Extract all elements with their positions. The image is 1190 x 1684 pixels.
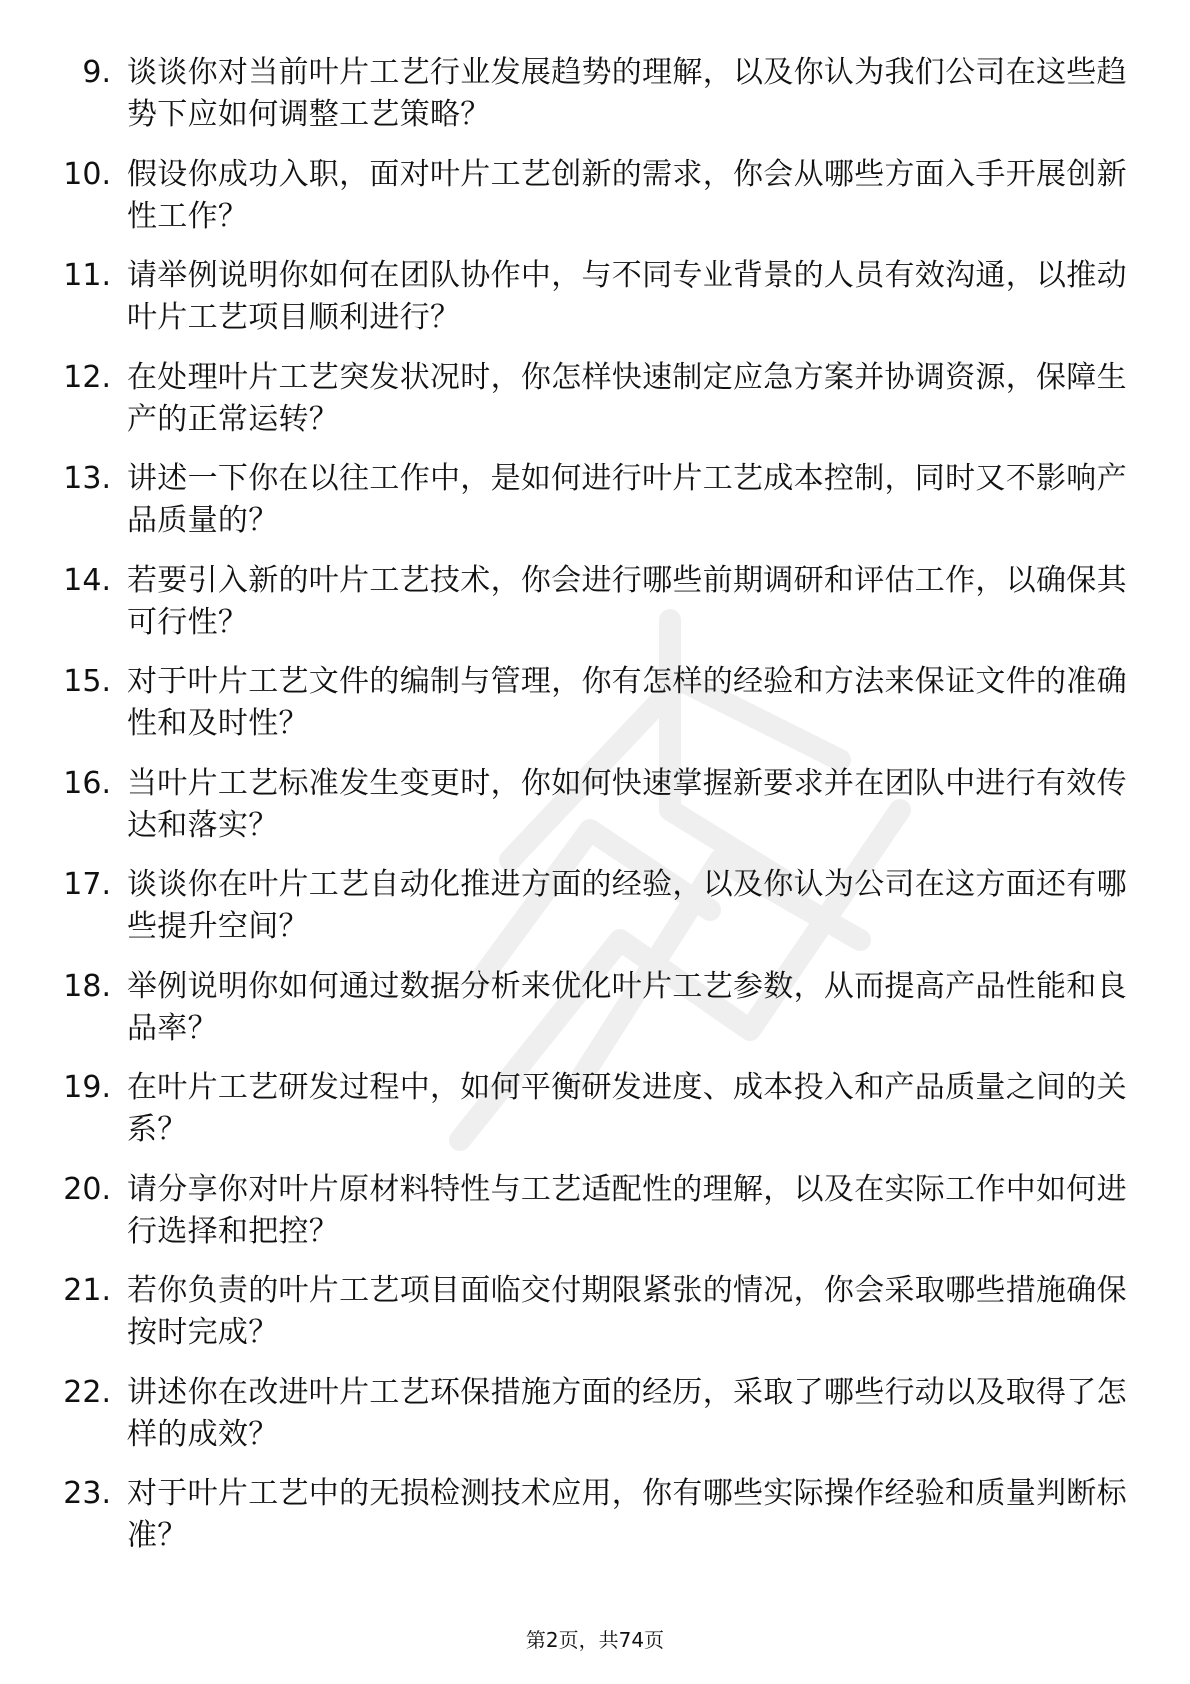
- question-text: 对于叶片工艺中的无损检测技术应用，你有哪些实际操作经验和质量判断标准？: [127, 1476, 1127, 1553]
- question-text: 在处理叶片工艺突发状况时，你怎样快速制定应急方案并协调资源，保障生产的正常运转？: [127, 359, 1127, 437]
- question-number: 17.: [63, 867, 111, 902]
- question-text: 若你负责的叶片工艺项目面临交付期限紧张的情况，你会采取哪些措施确保按时完成？: [127, 1273, 1127, 1350]
- question-item: [55, 1270, 1135, 1372]
- question-number: 14.: [63, 562, 111, 598]
- question-number: 19.: [63, 1070, 111, 1105]
- question-number: 18.: [63, 968, 111, 1004]
- question-text: 讲述一下你在以往工作中，是如何进行叶片工艺成本控制，同时又不影响产品质量的？: [127, 461, 1127, 538]
- question-number: 11.: [63, 258, 111, 293]
- question-item: [55, 1169, 1135, 1271]
- question-number: 15.: [63, 664, 111, 699]
- question-item: [55, 1473, 1135, 1575]
- question-number: 9.: [82, 55, 111, 90]
- question-text: 请举例说明你如何在团队协作中，与不同专业背景的人员有效沟通，以推动叶片工艺项目顺利进行？: [127, 258, 1127, 335]
- question-text: 对于叶片工艺文件的编制与管理，你有怎样的经验和方法来保证文件的准确性和及时性？: [127, 664, 1127, 741]
- question-text: 讲述你在改进叶片工艺环保措施方面的经历，采取了哪些行动以及取得了怎样的成效？: [127, 1374, 1127, 1452]
- question-item: [55, 864, 1135, 966]
- question-text: 若要引入新的叶片工艺技术，你会进行哪些前期调研和评估工作，以确保其可行性？: [127, 562, 1127, 640]
- question-item: [55, 255, 1135, 357]
- question-text: 假设你成功入职，面对叶片工艺创新的需求，你会从哪些方面入手开展创新性工作？: [127, 156, 1127, 234]
- question-item: [55, 560, 1135, 662]
- question-number: 23.: [63, 1476, 111, 1511]
- question-text: 举例说明你如何通过数据分析来优化叶片工艺参数，从而提高产品性能和良品率？: [127, 968, 1127, 1046]
- question-item: [55, 966, 1135, 1068]
- question-number: 13.: [63, 461, 111, 496]
- question-number: 20.: [63, 1171, 111, 1207]
- page-number: 第2页，共74页: [525, 1628, 665, 1652]
- question-item: [55, 763, 1135, 865]
- question-text: 当叶片工艺标准发生变更时，你如何快速掌握新要求并在团队中进行有效传达和落实？: [127, 765, 1127, 843]
- question-item: [55, 1067, 1135, 1169]
- question-text: 请分享你对叶片原材料特性与工艺适配性的理解，以及在实际工作中如何进行选择和把控？: [127, 1171, 1127, 1249]
- question-number: 16.: [63, 765, 111, 801]
- question-number: 21.: [63, 1273, 111, 1308]
- question-text: 谈谈你在叶片工艺自动化推进方面的经验，以及你认为公司在这方面还有哪些提升空间？: [127, 867, 1127, 944]
- question-item: [55, 52, 1135, 154]
- question-item: [55, 1372, 1135, 1474]
- question-text: 谈谈你对当前叶片工艺行业发展趋势的理解，以及你认为我们公司在这些趋势下应如何调整工艺策略？: [127, 55, 1127, 132]
- question-item: [55, 357, 1135, 459]
- question-item: [55, 154, 1135, 256]
- question-number: 10.: [63, 156, 111, 192]
- question-list: [55, 52, 1135, 1575]
- question-item: [55, 458, 1135, 560]
- question-item: [55, 661, 1135, 763]
- question-text: 在叶片工艺研发过程中，如何平衡研发进度、成本投入和产品质量之间的关系？: [127, 1070, 1127, 1147]
- question-number: 12.: [63, 359, 111, 395]
- question-number: 22.: [63, 1374, 111, 1410]
